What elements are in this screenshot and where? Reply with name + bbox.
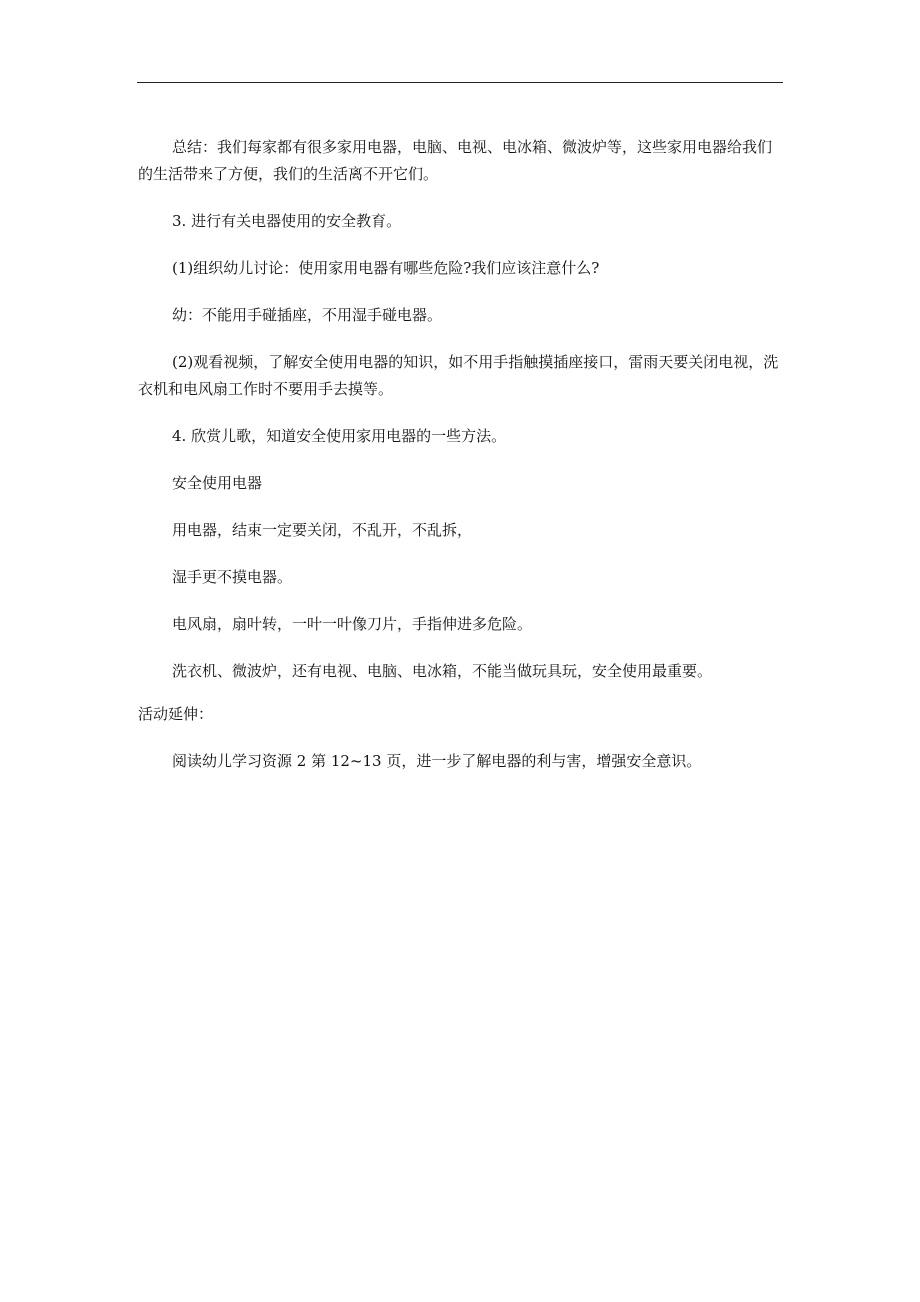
paragraph-step-3-1: (1)组织幼儿讨论：使用家用电器有哪些危险?我们应该注意什么? (172, 259, 600, 277)
extension-heading: 活动延伸： (138, 705, 214, 723)
paragraph-child-answer: 幼：不能用手碰插座，不用湿手碰电器。 (172, 306, 443, 324)
song-line-2: 湿手更不摸电器。 (172, 568, 293, 586)
header-rule (137, 82, 783, 83)
paragraph-extension: 阅读幼儿学习资源 2 第 12~13 页，进一步了解电器的利与害，增强安全意识。 (172, 752, 702, 770)
document-body (138, 134, 784, 775)
paragraph-step-4: 4. 欣赏儿歌，知道安全使用家用电器的一些方法。 (172, 427, 507, 445)
song-line-4: 洗衣机、微波炉，还有电视、电脑、电冰箱，不能当做玩具玩，安全使用最重要。 (172, 662, 713, 680)
song-title: 安全使用电器 (172, 474, 263, 492)
paragraph-summary: 总结：我们每家都有很多家用电器，电脑、电视、电冰箱、微波炉等，这些家用电器给我们的生活带来了方便，我们的生活离不开它们。 (138, 138, 773, 183)
song-line-3: 电风扇，扇叶转，一叶一叶像刀片，手指伸进多危险。 (172, 615, 533, 633)
paragraph-step-3: 3. 进行有关电器使用的安全教育。 (172, 212, 402, 230)
paragraph-step-3-2: (2)观看视频，了解安全使用电器的知识，如不用手指触摸插座接口，雷雨天要关闭电视，洗衣机和电风扇工作时不要用手去摸等。 (138, 353, 779, 398)
song-line-1: 用电器，结束一定要关闭，不乱开，不乱拆， (172, 521, 473, 539)
